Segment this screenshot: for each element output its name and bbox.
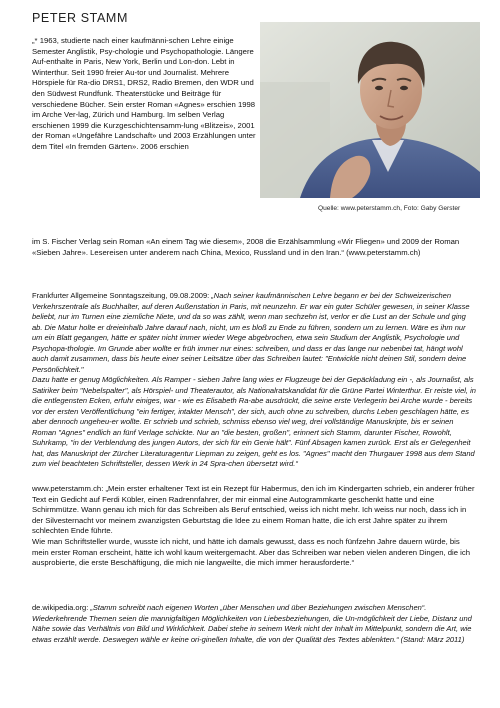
photo-credit: Quelle: www.peterstamm.ch, Foto: Gaby Gerster: [318, 205, 461, 212]
wikipedia-quote-paragraph: [32, 603, 478, 645]
faz-quote-paragraph: [32, 291, 478, 470]
biography-continuation: im S. Fischer Verlag sein Roman «An einem Tag wie diesem», 2008 die Erzählsammlung «Wir Fliegen» und 2009 der Roman «Sieben Jahre». Lesereisen unter anderem nach China, Mexico, Russland und in den Iran.“ (www.peterstamm.ch): [32, 237, 460, 257]
faz-quote-text-continued: Dazu hatte er genug Möglichkeiten. Als Ramper - sieben Jahre lang wies er Flugzeuge bei der Gepäckladung ein -, als Journalist, als Satiriker beim "Nebelspalter", als Hörspiel- und Theaterautor, als Nationalratskandidat für die Grüne Partei Winterthur. Er reiste viel, in die entlegensten Ecken, erfuhr einiges, war - wie es Elisabeth Ra-abe ausdrückt, die seine erste Verlegerin bei Arche wurde - bereits vor der ersten Veröffentlichung "ein fertiger, intakter Mensch", der sich, auch ohne zu schreiben, durchs Leben geschlagen hätte, es aber dennoch ungeheu-er wollte. Er schrieb und schrieb, schmiss ebenso viel weg, drei vollständige Manuskripte, bis er seinen Roman "Agnes" endlich an fünf Verlage schickte. Nur an "die besten, großen", erinnert sich Stamm, darunter Fischer, Rowohlt, Suhrkamp, "in der Verblendung des jungen Autors, der sich für ein Genie hält". Fünf Absagen kamen zurück. Erst als er Gelegenheit hat, das Manuskript der Zürcher Literaturagentur Liepman zu zeigen, geht es los. "Agnes" macht den Thurgauer 1998 aus dem Stand zum viel beachteten Schriftsteller, dessen Werk in 24 Spra-chen übersetzt wird.“: [32, 375, 476, 468]
author-photo: [260, 22, 480, 198]
faz-quote-text: „Nach seiner kaufmännischen Lehre begann er bei der Schweizerischen Verkehrszentrale als Buchhalter, auf deren Außenstation in Paris, mit neunzehn. Er war ein guter Schüler gewesen, in seiner Klasse beliebt, nur im Turnen eine ziemliche Niete, und da so was zählt, wenn man sechzehn ist, verlor er die Lust an der Schule und ging ab. Die Matur holte er dreieinhalb Jahre darauf nach, nicht, um es bloß zu Ende zu führen, sondern um zu lernen. Wäre es ihm nur um ein Blatt gegangen, hätte er später nicht immer wieder Wege abgebrochen, etwa sein Studium der Anglistik, Psychologie und Psychopa-thologie. Im Grunde aber wollte er früh immer nur eines: schreiben, und dass er das lange nur nebenbei tat, hängt wohl auch damit zusammen, dass bis heute einer seiner Leitsätze über das Schreiben lautet: "Entwickle nicht deinen Stil, sondern deine Persönlichkeit.": [32, 291, 470, 374]
biography-intro: „* 1963, studierte nach einer kaufmänni-schen Lehre einige Semester Anglistik, Psy-chologie und Psychopathologie. Längere Auf-enthalte in Paris, New York, Berlin und Lon-don. Lebt in Winterthur. Seit 1990 freier Au-tor und Journalist. Mehrere Hörspiele für Ra-dio DRS1, DRS2, Radio Bremen, den WDR und den Südwest Rundfunk. Theaterstücke und Beiträge für verschiedene Bücher. Sein erster Roman «Agnes» erschien 1998 im Arche Ver-lag, Zürich und Hamburg. Im selben Verlag erschienen 1999 die Kurzgeschichtensamm-lung «Blitzeis», 2001 der Roman «Ungefähre Landschaft» und 2003 Erzählungen unter dem Titel «In fremden Gärten». 2006 erschien: [32, 36, 256, 151]
faz-source: Frankfurter Allgemeine Sonntagszeitung, 09.08.2009:: [32, 291, 212, 300]
website-quote-part-1: www.peterstamm.ch: „Mein erster erhaltener Text ist ein Rezept für Habermus, den ich im Kindergarten schrieb, ein anderer früher Text ein Gedicht auf Ferdi Kübler, einen Radrennfahrer, der mir einmal eine Autogrammkarte geschenkt hatte und eine Schirmmütze. Wann genau ich mich für das Schreiben als Beruf entschied, weiss ich nicht mehr. Ich weiss nur noch, dass ich in der Silvesternacht vor meinem zwanzigsten Geburtstag die Idee zu einem Roman hatte, die ich erst Jahre später zu ihrem schlechten Ende führte.: [32, 484, 475, 536]
page-title: PETER STAMM: [32, 11, 128, 25]
website-quote-paragraph: [32, 484, 478, 569]
wikipedia-quote-text: „Stamm schreibt nach eigenen Worten „über Menschen und über Beziehungen zwischen Menschen“. Wiederkehrende Themen seien die mannigfaltigen Möglichkeiten von Liebesbeziehungen, die Un-möglichkeit der Liebe, Distanz und Nähe sowie das Verhältnis von Bild und Wirklichkeit. Dabei stehe in seinem Werk nicht der Inhalt im Mittelpunkt, sondern die Art, wie etwas erzählt werde. Deswegen wähle er keine ori-ginellen Inhalte, die von der Qualität des Textes ablenkten.“ (Stand: März 2011): [32, 603, 472, 644]
website-quote-part-2: Wie man Schriftsteller wurde, wusste ich nicht, und hätte ich damals gewusst, dass es noch fünfzehn Jahre dauern würde, bis mein erster Roman erscheint, hätte ich wohl kaum weitergemacht. Aber das Schreiben war neben vielen anderen Dingen, die ich ausprobierte, die erste Beschäftigung, die mich nie langweilte, die mich immer herausforderte.“: [32, 536, 470, 568]
author-photo-illustration: [260, 22, 480, 198]
wikipedia-source: de.wikipedia.org:: [32, 603, 91, 612]
